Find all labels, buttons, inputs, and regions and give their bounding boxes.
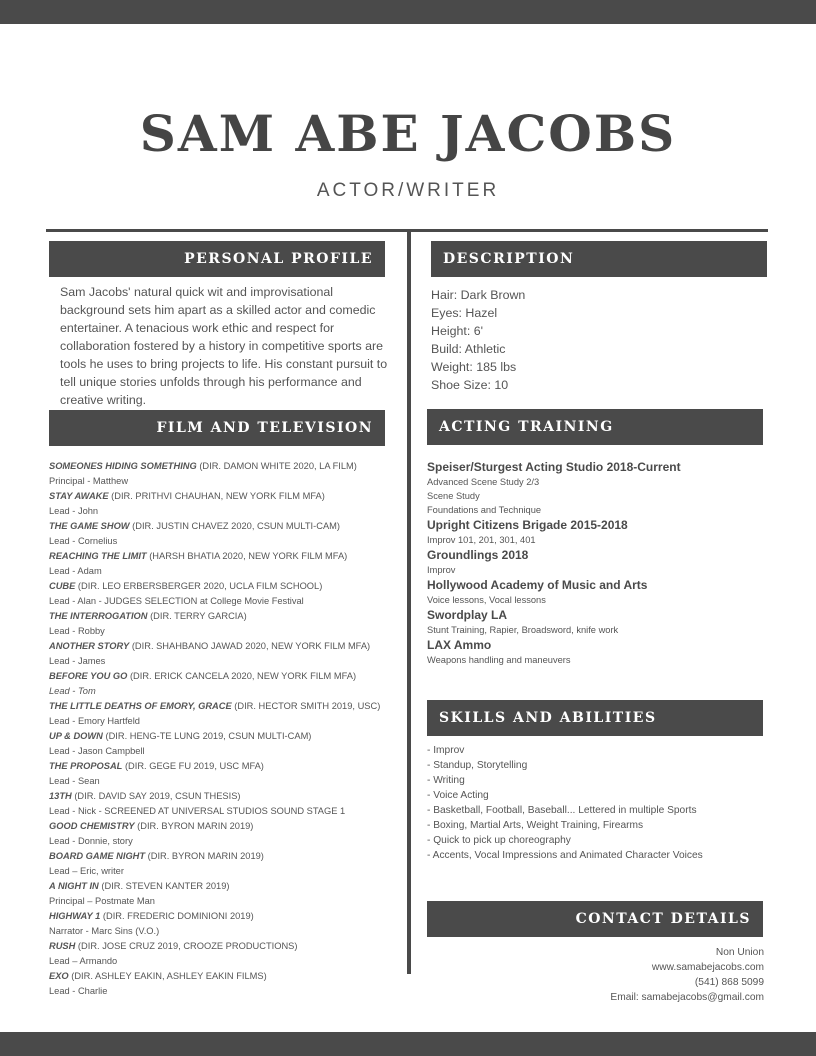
- film-credit: [49, 639, 404, 654]
- contact-website: www.samabejacobs.com: [651, 962, 764, 973]
- skill-item: - Basketball, Football, Baseball... Lettered in multiple Sports: [427, 805, 697, 816]
- film-info: (DIR. HENG-TE LUNG 2019, CSUN MULTI-CAM): [102, 731, 312, 741]
- personal-profile-heading: PERSONAL PROFILE: [49, 241, 385, 277]
- film-title: A NIGHT IN: [49, 881, 99, 891]
- contact-list: [427, 945, 764, 1005]
- training-school: LAX Ammo: [427, 638, 492, 652]
- bottom-bar: [0, 1032, 816, 1056]
- training-list: [427, 459, 767, 667]
- contact-email: Email: samabejacobs@gmail.com: [610, 992, 764, 1003]
- skill-item: - Quick to pick up choreography: [427, 835, 571, 846]
- description-item: Eyes: Hazel: [431, 306, 498, 320]
- training-school: Speiser/Sturgest Acting Studio 2018-Current: [427, 460, 681, 474]
- film-role: Lead - Cornelius: [49, 536, 118, 546]
- film-credit: [49, 819, 404, 834]
- film-credit: [49, 909, 404, 924]
- skill-item: - Standup, Storytelling: [427, 760, 528, 771]
- description-list: [431, 286, 751, 394]
- description-item: Height: 6': [431, 324, 483, 338]
- film-title: RUSH: [49, 941, 76, 951]
- film-info: (DIR. FREDERIC DOMINIONI 2019): [100, 911, 254, 921]
- skills-list: [427, 743, 767, 863]
- film-credit: [49, 969, 404, 984]
- film-title: THE GAME SHOW: [49, 521, 130, 531]
- skills-heading: SKILLS AND ABILITIES: [427, 700, 763, 736]
- training-detail: Advanced Scene Study 2/3: [427, 477, 540, 487]
- acting-training-heading: ACTING TRAINING: [427, 409, 763, 445]
- training-school: Groundlings 2018: [427, 548, 529, 562]
- description-item: Weight: 185 lbs: [431, 360, 517, 374]
- film-credit: [49, 729, 404, 744]
- film-role: Lead – Eric, writer: [49, 866, 124, 876]
- film-info: (HARSH BHATIA 2020, NEW YORK FILM MFA): [146, 551, 348, 561]
- film-title: BOARD GAME NIGHT: [49, 851, 146, 861]
- film-credit: [49, 939, 404, 954]
- film-info: (DIR. GEGE FU 2019, USC MFA): [122, 761, 264, 771]
- film-info: (DIR. DAMON WHITE 2020, LA FILM): [196, 461, 357, 471]
- description-item: Build: Athletic: [431, 342, 506, 356]
- film-role: Lead - Adam: [49, 566, 102, 576]
- training-school: Hollywood Academy of Music and Arts: [427, 578, 648, 592]
- top-bar: [0, 0, 816, 24]
- film-info: (DIR. ASHLEY EAKIN, ASHLEY EAKIN FILMS): [68, 971, 267, 981]
- film-role: Lead - Jason Campbell: [49, 746, 145, 756]
- film-role: Principal – Postmate Man: [49, 896, 155, 906]
- film-info: (DIR. JOSE CRUZ 2019, CROOZE PRODUCTIONS): [75, 941, 298, 951]
- contact-phone: (541) 868 5099: [694, 977, 764, 988]
- contact-union: Non Union: [715, 947, 764, 958]
- film-list: [49, 459, 404, 999]
- skill-item: - Voice Acting: [427, 790, 489, 801]
- description-item: Hair: Dark Brown: [431, 288, 526, 302]
- film-title: BEFORE YOU GO: [49, 671, 128, 681]
- film-title: 13TH: [49, 791, 72, 801]
- column-divider: [407, 232, 411, 974]
- film-info: (DIR. PRITHVI CHAUHAN, NEW YORK FILM MFA): [108, 491, 325, 501]
- resume-name: SAM ABE JACOBS: [139, 104, 677, 163]
- film-credit: [49, 609, 404, 624]
- film-credit: [49, 579, 404, 594]
- training-detail: Improv 101, 201, 301, 401: [427, 535, 536, 545]
- film-role: Lead - Charlie: [49, 986, 108, 996]
- film-title: THE LITTLE DEATHS OF EMORY, GRACE: [49, 701, 232, 711]
- resume-role: ACTOR/WRITER: [316, 180, 500, 201]
- film-title: GOOD CHEMISTRY: [49, 821, 135, 831]
- film-title: THE PROPOSAL: [49, 761, 123, 771]
- film-title: SOMEONES HIDING SOMETHING: [49, 461, 197, 471]
- personal-profile-text: Sam Jacobs' natural quick wit and improvisational background sets him apart as a skilled actor and comedic entertainer. A tenacious work ethic and respect for collaboration fostered by a history in competitive sports are tools he uses to bring projects to life. His constant pursuit to tell unique stories unfolds through his performance and creative writing.: [60, 285, 388, 407]
- film-title: REACHING THE LIMIT: [49, 551, 147, 561]
- film-credit: [49, 519, 404, 534]
- training-detail: Voice lessons, Vocal lessons: [427, 595, 546, 605]
- film-role: Lead - John: [49, 506, 99, 516]
- film-role: Principal - Matthew: [49, 476, 129, 486]
- description-heading: DESCRIPTION: [431, 241, 767, 277]
- training-detail: Stunt Training, Rapier, Broadsword, knife work: [427, 625, 619, 635]
- film-role: Lead - Sean: [49, 776, 100, 786]
- film-info: (DIR. STEVEN KANTER 2019): [98, 881, 230, 891]
- film-role: Lead - Tom: [49, 686, 96, 696]
- film-credit: [49, 489, 404, 504]
- film-title: ANOTHER STORY: [49, 641, 130, 651]
- film-info: (DIR. BYRON MARIN 2019): [145, 851, 264, 861]
- skill-item: - Accents, Vocal Impressions and Animated Character Voices: [427, 850, 703, 861]
- film-credit: [49, 879, 404, 894]
- film-title: UP & DOWN: [49, 731, 103, 741]
- film-credit: [49, 759, 404, 774]
- film-info: (DIR. TERRY GARCIA): [147, 611, 247, 621]
- film-info: (DIR. SHAHBANO JAWAD 2020, NEW YORK FILM MFA): [129, 641, 371, 651]
- film-credit: [49, 789, 404, 804]
- film-role: Lead - Nick - SCREENED AT UNIVERSAL STUDIOS SOUND STAGE 1: [49, 806, 346, 816]
- film-credit: [49, 699, 404, 714]
- film-title: CUBE: [49, 581, 76, 591]
- training-detail: Improv: [427, 565, 456, 575]
- film-role: Lead - James: [49, 656, 106, 666]
- training-school: Upright Citizens Brigade 2015-2018: [427, 518, 628, 532]
- film-credit: [49, 459, 404, 474]
- skill-item: - Boxing, Martial Arts, Weight Training, Firearms: [427, 820, 644, 831]
- film-title: EXO: [49, 971, 69, 981]
- film-credit: [49, 669, 404, 684]
- skill-item: - Writing: [427, 775, 465, 786]
- film-role: Lead - Robby: [49, 626, 105, 636]
- training-detail: Scene Study: [427, 491, 480, 501]
- training-school: Swordplay LA: [427, 608, 508, 622]
- film-info: (DIR. JUSTIN CHAVEZ 2020, CSUN MULTI-CAM): [129, 521, 340, 531]
- description-item: Shoe Size: 10: [431, 378, 509, 392]
- film-title: HIGHWAY 1: [49, 911, 101, 921]
- film-role: Lead – Armando: [49, 956, 118, 966]
- film-title: THE INTERROGATION: [49, 611, 148, 621]
- skill-item: - Improv: [427, 745, 465, 756]
- film-info: (DIR. HECTOR SMITH 2019, USC): [231, 701, 381, 711]
- film-role: Lead - Emory Hartfeld: [49, 716, 140, 726]
- film-television-heading: FILM AND TELEVISION: [49, 410, 385, 446]
- training-detail: Weapons handling and maneuvers: [427, 655, 571, 665]
- training-detail: Foundations and Technique: [427, 505, 542, 515]
- film-info: (DIR. BYRON MARIN 2019): [134, 821, 254, 831]
- film-title: STAY AWAKE: [49, 491, 109, 501]
- film-credit: [49, 549, 404, 564]
- film-role: Lead - Donnie, story: [49, 836, 133, 846]
- film-credit: [49, 849, 404, 864]
- contact-heading: CONTACT DETAILS: [427, 901, 763, 937]
- film-info: (DIR. ERICK CANCELA 2020, NEW YORK FILM MFA): [127, 671, 357, 681]
- film-info: (DIR. LEO ERBERSBERGER 2020, UCLA FILM SCHOOL): [75, 581, 323, 591]
- film-role: Lead - Alan - JUDGES SELECTION at College Movie Festival: [49, 596, 304, 606]
- film-role: Narrator - Marc Sins (V.O.): [49, 926, 160, 936]
- film-info: (DIR. DAVID SAY 2019, CSUN THESIS): [71, 791, 241, 801]
